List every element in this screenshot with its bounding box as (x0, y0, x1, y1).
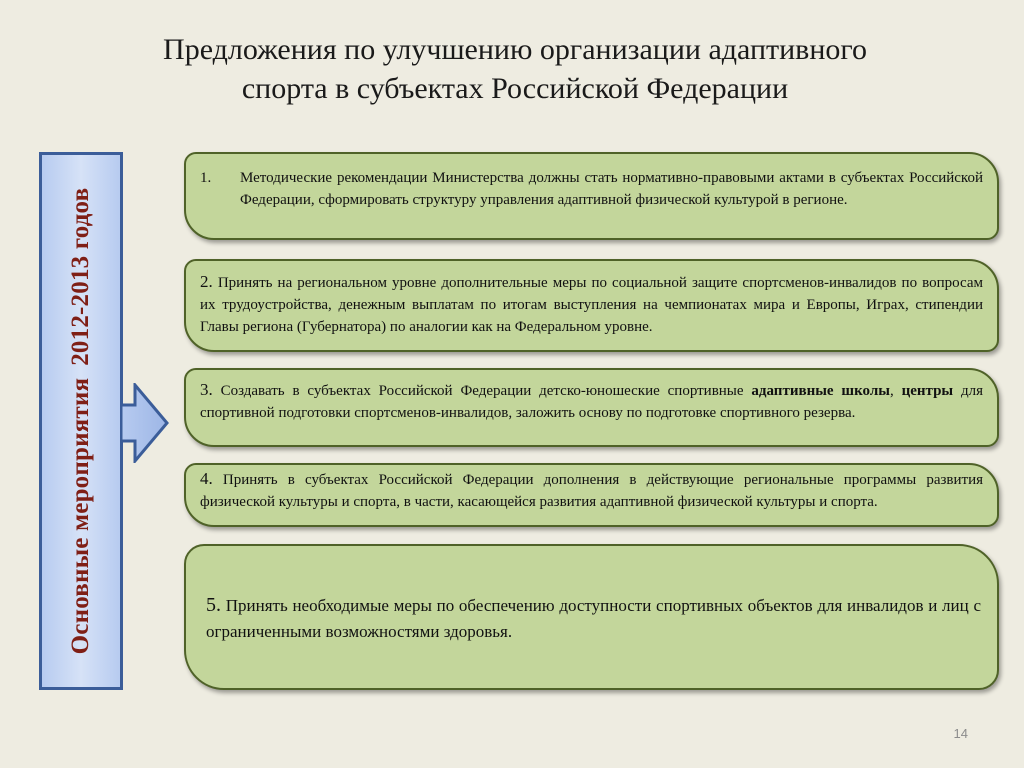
sidebar-label: Основные мероприятия (67, 377, 94, 655)
slide-title-line-2: спорта в субъектах Российской Федерации (241, 72, 789, 105)
proposal-text: Принять в субъектах Российской Федерации дополнения в действующие региональные программы развития физической культуры и спорта, в части, касающейся развития адаптивной физической культуры и спорта. (200, 472, 984, 510)
proposal-text: Методические рекомендации Министерства должны стать нормативно-правовыми актами в субъектах Российской Федерации, сформировать структуру управления адаптивной физической культурой в регионе. (240, 170, 983, 208)
proposal-item-3 (184, 368, 999, 447)
slide-title-line-1: Предложения по улучшению организации адаптивного (163, 33, 867, 66)
right-arrow-icon (121, 383, 169, 463)
sidebar-caption (67, 188, 95, 655)
proposal-text: Принять на региональном уровне дополнительные меры по социальной защите спортсменов-инвалидов по вопросам их трудоустройства, денежным выплатам по итогам выступления на чемпионатах мира и Европы, Играх, стипендии Главы региона (Губернатора) по аналогии как на Федеральном уровне. (200, 275, 984, 335)
proposal-text: Принять необходимые меры по обеспечению доступности спортивных объектов для инвалидов и лиц с ограниченными возможностями здоровья. (206, 596, 981, 641)
proposal-number: 3. (200, 380, 213, 399)
proposal-item-2 (184, 259, 999, 352)
proposal-number: 1. (200, 170, 212, 186)
page-number: 14 (953, 726, 968, 741)
proposal-item-1 (184, 152, 999, 240)
proposal-text: для спортивной подготовки спортсменов-инвалидов, заложить основу по подготовке спортивного резерва. (200, 383, 984, 421)
proposal-text: Создавать в субъектах Российской Федерации детско-юношеские спортивные (220, 383, 744, 399)
sidebar-banner (39, 152, 123, 690)
proposal-bold-text: адаптивные школы (751, 383, 890, 399)
proposal-item-4 (184, 463, 999, 527)
proposal-bold-text: центры (901, 383, 954, 399)
proposal-number: 4. (200, 469, 213, 488)
proposal-number: 2. (200, 272, 213, 291)
sidebar-years: 2012-2013 годов (67, 187, 94, 366)
proposal-item-5 (184, 544, 999, 690)
proposal-number: 5. (206, 594, 221, 616)
proposal-separator: , (889, 383, 894, 399)
slide-title (80, 30, 950, 108)
